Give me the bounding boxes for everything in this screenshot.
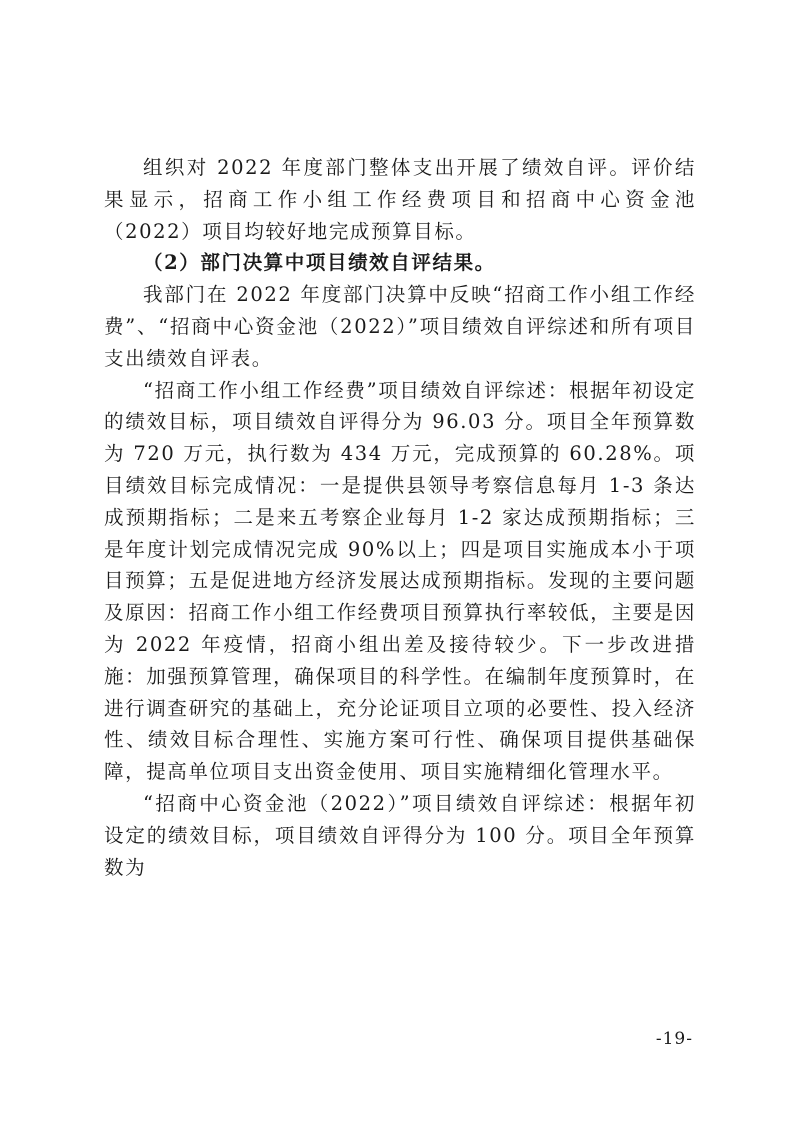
paragraph-project-overview: 我部门在 2022 年度部门决算中反映“招商工作小组工作经费”、“招商中心资金池（2022）”项目绩效自评综述和所有项目支出绩效自评表。 bbox=[104, 283, 696, 370]
paragraph-evaluation-result: 组织对 2022 年度部门整体支出开展了绩效自评。评价结果显示，招商工作小组工作经费项目和招商中心资金池（2022）项目均较好地完成预算目标。 bbox=[104, 156, 696, 243]
paragraph-fund-pool-review: “招商中心资金池（2022）”项目绩效自评综述：根据年初设定的绩效目标，项目绩效自评得分为 100 分。项目全年预算数为 bbox=[104, 791, 696, 879]
section-heading: （2）部门决算中项目绩效自评结果。 bbox=[143, 251, 496, 275]
page-number: -19- bbox=[655, 1029, 693, 1049]
paragraph-working-group-review: “招商工作小组工作经费”项目绩效自评综述：根据年初设定的绩效目标，项目绩效自评得分为 96.03 分。项目全年预算数为 720 万元，执行数为 434 万元，完成预算的 60.28%。项目绩效目标完成情况：一是提供县领导考察信息每月 1-3 条达成预期指标；二是来五考察企业每月 1-2 家达成预期指标；三是年度计划完成情况完成 90%以上；四是项目实施成本小于项目预算；五是促进地方经济发展达成预期指标。发现的主要问题及原因：招商工作小组工作经费项目预算执行率较低，主要是因为 2022 年疫情，招商小组出差及接待较少。下一步改进措施：加强预算管理，确保项目的科学性。在编制年度预算时，在进行调查研究的基础上，充分论证项目立项的必要性、投入经济性、绩效目标合理性、实施方案可行性、确保项目提供基础保障，提高单位项目支出资金使用、项目实施精细化管理水平。 bbox=[104, 378, 696, 784]
document-body bbox=[104, 152, 696, 883]
